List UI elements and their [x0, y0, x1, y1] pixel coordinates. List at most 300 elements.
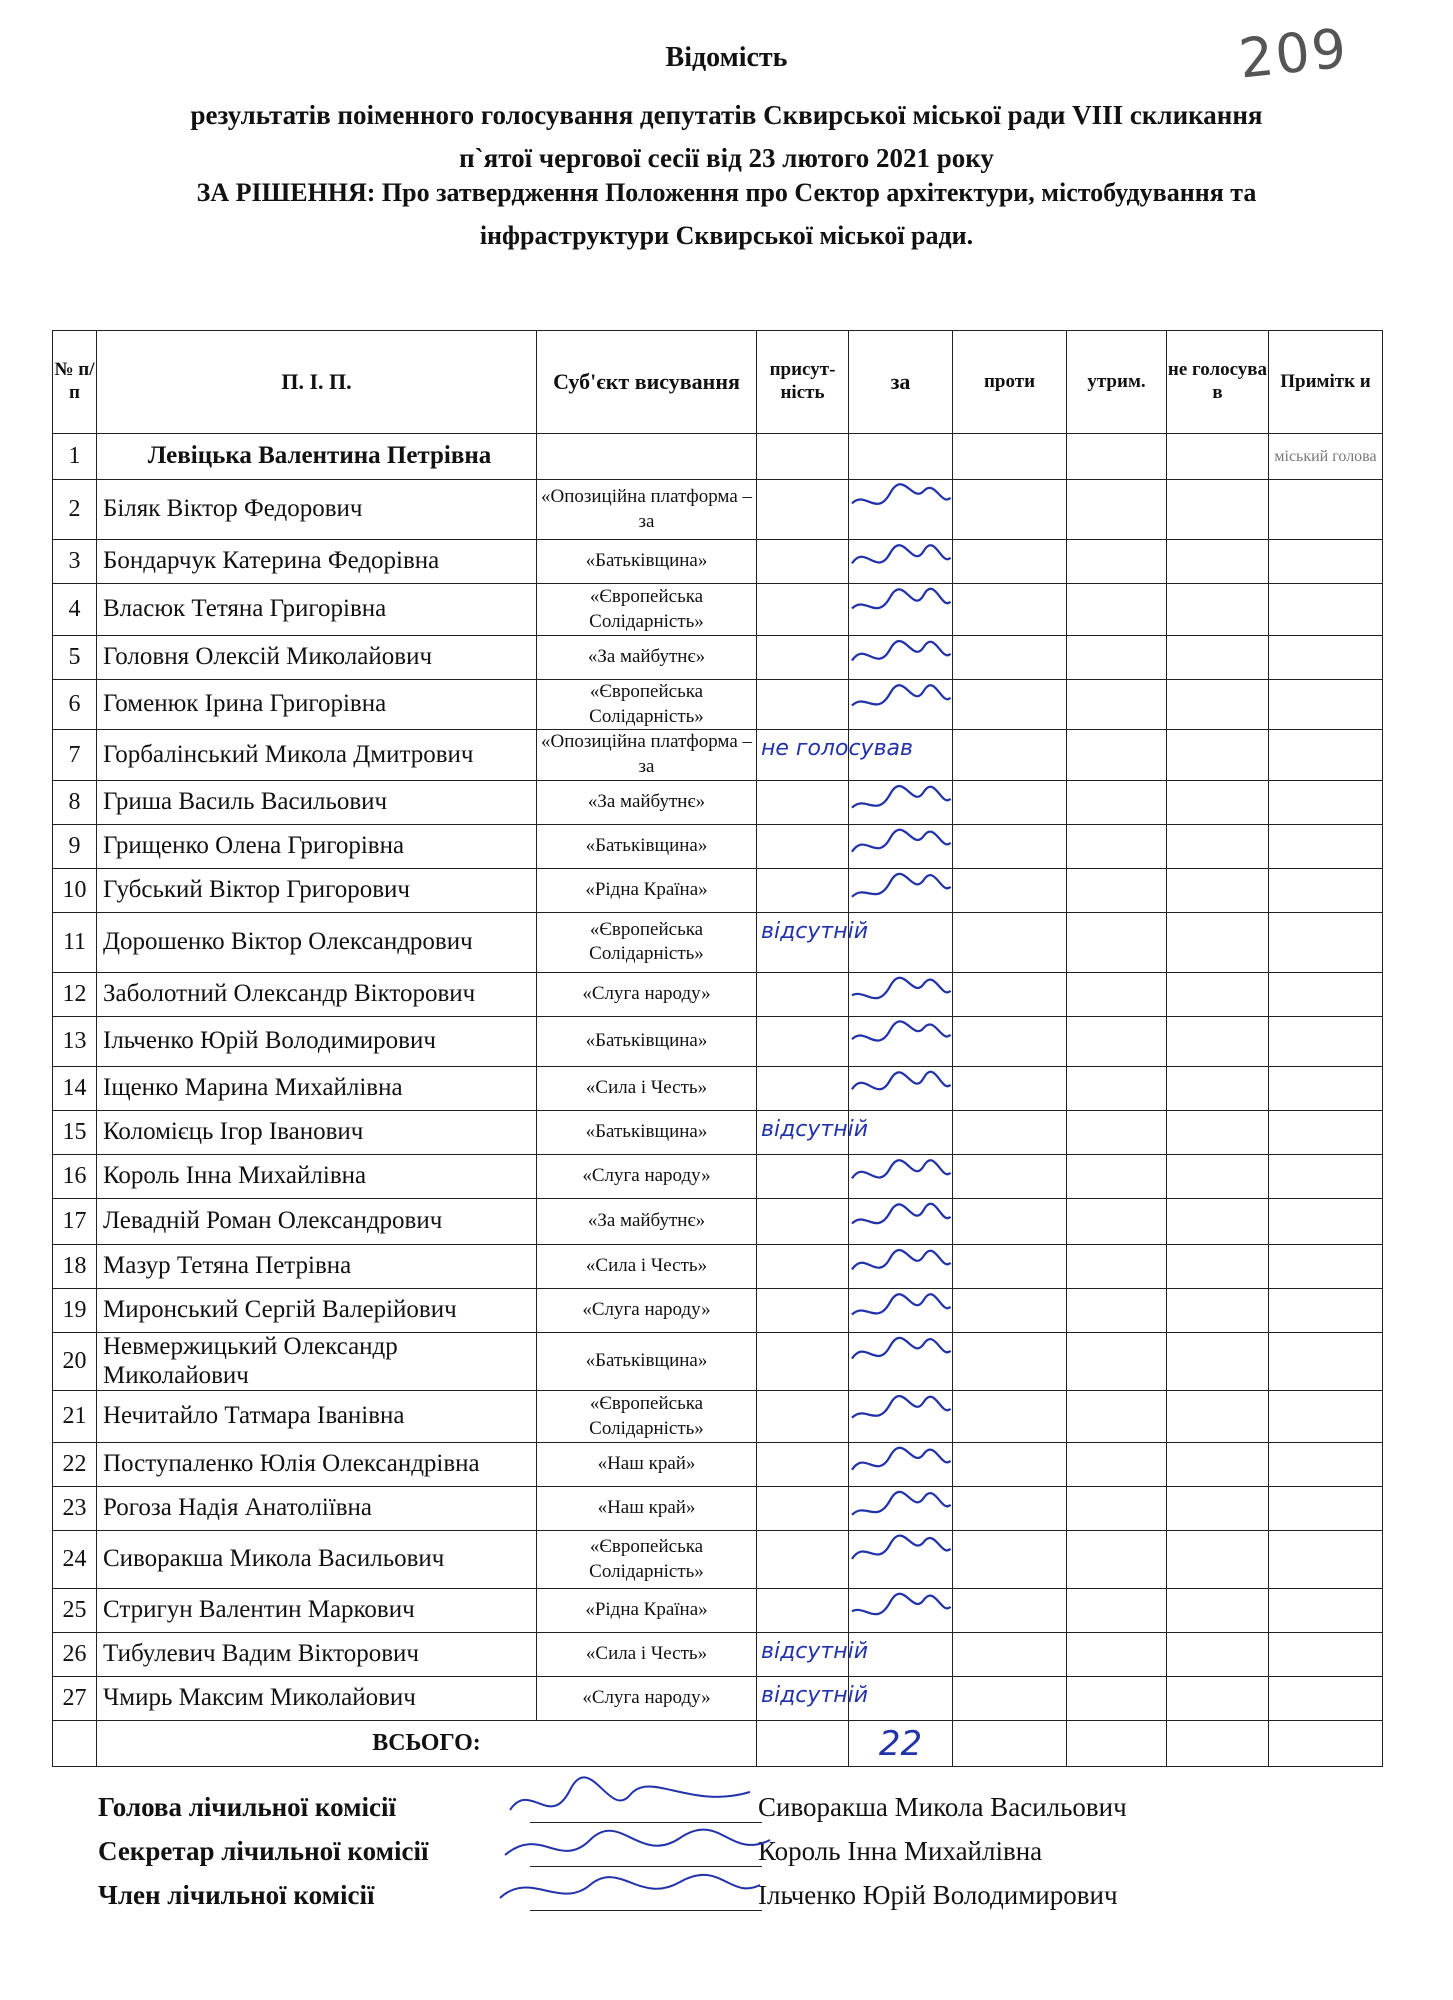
against-cell: [953, 1589, 1067, 1633]
signature-scribble: [843, 865, 955, 913]
against-cell: [953, 1443, 1067, 1487]
notes-cell: [1269, 540, 1383, 584]
deputy-party: «Опозиційна платформа – за: [537, 480, 757, 540]
signature-scribble: [843, 1483, 955, 1531]
present-cell: [757, 1288, 849, 1332]
deputy-name: Заболотний Олександр Вікторович: [97, 972, 537, 1016]
notes-cell: [1269, 1016, 1383, 1066]
row-number: 6: [53, 680, 97, 730]
abstain-cell: [1067, 1633, 1167, 1677]
against-cell: [953, 1244, 1067, 1288]
table-row: [53, 780, 1383, 824]
present-cell: [757, 912, 869, 972]
row-number: 22: [53, 1443, 97, 1487]
page-number: 209: [1235, 16, 1351, 91]
row-number: 13: [53, 1016, 97, 1066]
against-cell: [953, 1154, 1067, 1198]
deputy-name: Бондарчук Катерина Федорівна: [97, 540, 537, 584]
document-subtitle: результатів поіменного голосування депутатів Сквирської міської ради VIII скликання: [190, 100, 1263, 130]
deputy-party: «Батьківщина»: [537, 1332, 757, 1391]
present-cell: [757, 1198, 849, 1244]
deputy-name: Іщенко Марина Михайлівна: [97, 1066, 537, 1110]
col-present-header: присут-ність: [757, 331, 849, 434]
row-number: 3: [53, 540, 97, 584]
deputy-party: «Батьківщина»: [537, 1110, 757, 1154]
col-abstain-header: утрим.: [1067, 331, 1167, 434]
handwritten-mark: відсутній: [761, 1116, 869, 1142]
deputy-name: Сиворакша Микола Васильович: [97, 1531, 537, 1589]
document-title: Відомість: [665, 42, 788, 73]
deputy-party: «Рідна Країна»: [537, 868, 757, 912]
table-row: [53, 1110, 1383, 1154]
not-voted-cell: [1167, 1487, 1269, 1531]
abstain-cell: [1067, 912, 1167, 972]
for-cell: [849, 680, 953, 730]
deputy-name: Стригун Валентин Маркович: [97, 1589, 537, 1633]
deputy-name: Губський Віктор Григорович: [97, 868, 537, 912]
deputy-party: «Сила і Честь»: [537, 1244, 757, 1288]
col-against-header: проти: [953, 331, 1067, 434]
for-cell: [849, 1198, 953, 1244]
not-voted-cell: [1167, 1391, 1269, 1443]
abstain-cell: [1067, 1443, 1167, 1487]
not-voted-cell: [1167, 636, 1269, 680]
row-number: 16: [53, 1154, 97, 1198]
present-cell: [757, 1154, 849, 1198]
against-cell: [953, 480, 1067, 540]
abstain-cell: [1067, 434, 1167, 480]
abstain-cell: [1067, 1391, 1167, 1443]
table-row: [53, 1391, 1383, 1443]
for-cell: [849, 540, 953, 584]
not-voted-cell: [1167, 730, 1269, 780]
not-voted-cell: [1167, 1154, 1269, 1198]
handwritten-mark: відсутній: [761, 1683, 869, 1709]
not-voted-cell: [1167, 1633, 1269, 1677]
present-cell: [757, 584, 849, 636]
table-row: [53, 1066, 1383, 1110]
col-name-header: П. І. П.: [97, 331, 537, 434]
present-cell: [757, 1016, 849, 1066]
notes-cell: [1269, 1443, 1383, 1487]
deputy-name: Левіцька Валентина Петрівна: [97, 434, 537, 480]
deputy-name: Тибулевич Вадим Вікторович: [97, 1633, 537, 1677]
table-row: [53, 636, 1383, 680]
deputy-party: «Європейська Солідарність»: [537, 1531, 757, 1589]
for-cell: [849, 1391, 953, 1443]
table-row: [53, 680, 1383, 730]
signature-scribble: [843, 1195, 955, 1243]
table-row: [53, 584, 1383, 636]
abstain-cell: [1067, 1487, 1167, 1531]
signature-scribble: [843, 1329, 955, 1377]
notes-cell: [1269, 1391, 1383, 1443]
deputy-party: «Сила і Честь»: [537, 1066, 757, 1110]
notes-cell: [1269, 680, 1383, 730]
col-num-header: № п/п: [53, 331, 97, 434]
against-cell: [953, 1332, 1067, 1391]
secretary-name: Король Інна Михайлівна: [758, 1836, 1043, 1866]
row-number: 9: [53, 824, 97, 868]
for-cell: [849, 434, 953, 480]
abstain-cell: [1067, 730, 1167, 780]
table-row: [53, 1487, 1383, 1531]
decision-line-2: інфраструктури Сквирської міської ради.: [479, 221, 974, 250]
deputy-party: «Наш край»: [537, 1487, 757, 1531]
against-cell: [953, 868, 1067, 912]
decision-line: ЗА РІШЕННЯ: Про затвердження Положення про Сектор архітектури, містобудування та: [196, 178, 1257, 207]
abstain-cell: [1067, 1066, 1167, 1110]
row-number: 19: [53, 1288, 97, 1332]
table-row: [53, 1589, 1383, 1633]
table-row: [53, 868, 1383, 912]
abstain-cell: [1067, 1110, 1167, 1154]
row-number: 11: [53, 912, 97, 972]
secretary-label: Секретар лічильної комісії: [98, 1836, 429, 1866]
for-cell: [849, 1016, 953, 1066]
row-number: 23: [53, 1487, 97, 1531]
signature-scribble: [843, 1013, 955, 1061]
notes-cell: [1269, 584, 1383, 636]
against-cell: [953, 824, 1067, 868]
col-notes-header: Примітк и: [1269, 331, 1383, 434]
for-cell: [849, 1487, 953, 1531]
not-voted-cell: [1167, 1016, 1269, 1066]
table-row: [53, 824, 1383, 868]
abstain-cell: [1067, 780, 1167, 824]
deputy-name: Нечитайло Татмара Іванівна: [97, 1391, 537, 1443]
signature-scribble: [843, 1151, 955, 1199]
deputy-name: Власюк Тетяна Григорівна: [97, 584, 537, 636]
table-row: [53, 1244, 1383, 1288]
notes-cell: [1269, 1589, 1383, 1633]
deputy-name: Гоменюк Ірина Григорівна: [97, 680, 537, 730]
total-for: 22: [849, 1721, 953, 1767]
deputy-name: Гриша Василь Васильович: [97, 780, 537, 824]
not-voted-cell: [1167, 1110, 1269, 1154]
notes-cell: [1269, 1332, 1383, 1391]
deputy-party: «Європейська Солідарність»: [537, 680, 757, 730]
signature-scribble: [843, 1063, 955, 1111]
not-voted-cell: [1167, 1677, 1269, 1721]
col-for-header: за: [849, 331, 953, 434]
for-cell: [849, 824, 953, 868]
signature-scribble: [843, 580, 955, 628]
row-number: 17: [53, 1198, 97, 1244]
notes-cell: [1269, 1487, 1383, 1531]
abstain-cell: [1067, 1589, 1167, 1633]
present-cell: [757, 1066, 849, 1110]
deputy-party: «Батьківщина»: [537, 1016, 757, 1066]
table-row: [53, 912, 1383, 972]
signature-scribble: [843, 1241, 955, 1289]
for-cell: [849, 1244, 953, 1288]
for-cell: [849, 1066, 953, 1110]
for-cell: [849, 868, 953, 912]
notes-cell: [1269, 868, 1383, 912]
deputy-name: Горбалінський Микола Дмитрович: [97, 730, 537, 780]
table-row: [53, 1198, 1383, 1244]
abstain-cell: [1067, 1198, 1167, 1244]
total-row: [53, 1721, 1383, 1767]
not-voted-cell: [1167, 824, 1269, 868]
present-cell: [757, 824, 849, 868]
not-voted-cell: [1167, 540, 1269, 584]
present-cell: [757, 1531, 849, 1589]
row-number: 2: [53, 480, 97, 540]
notes-cell: [1269, 1288, 1383, 1332]
abstain-cell: [1067, 1016, 1167, 1066]
against-cell: [953, 1198, 1067, 1244]
present-cell: [757, 434, 849, 480]
against-cell: [953, 730, 1067, 780]
present-cell: [757, 1391, 849, 1443]
not-voted-cell: [1167, 780, 1269, 824]
for-cell: [849, 1288, 953, 1332]
notes-cell: [1269, 1244, 1383, 1288]
deputy-name: Невмержицький Олександр Миколайович: [97, 1332, 537, 1391]
deputy-name: Левадній Роман Олександрович: [97, 1198, 537, 1244]
signature-scribble: [843, 777, 955, 825]
not-voted-cell: [1167, 912, 1269, 972]
notes-cell: [1269, 972, 1383, 1016]
row-number: 14: [53, 1066, 97, 1110]
deputy-name: Коломієць Ігор Іванович: [97, 1110, 537, 1154]
abstain-cell: [1067, 540, 1167, 584]
table-row: [53, 1332, 1383, 1391]
deputy-party: «Рідна Країна»: [537, 1589, 757, 1633]
abstain-cell: [1067, 1244, 1167, 1288]
not-voted-cell: [1167, 1589, 1269, 1633]
for-cell: [849, 480, 953, 540]
row-number: 4: [53, 584, 97, 636]
voting-table: [52, 330, 1383, 1767]
handwritten-mark: відсутній: [761, 918, 869, 944]
notes-cell: [1269, 780, 1383, 824]
total-label: ВСЬОГО:: [97, 1721, 757, 1767]
table-row: [53, 1531, 1383, 1589]
for-cell: [849, 1443, 953, 1487]
signature-scribble: [843, 1387, 955, 1435]
row-number: 8: [53, 780, 97, 824]
deputy-name: Ільченко Юрій Володимирович: [97, 1016, 537, 1066]
present-cell: [757, 1487, 849, 1531]
notes-cell: [1269, 1066, 1383, 1110]
not-voted-cell: [1167, 1244, 1269, 1288]
present-cell: [757, 868, 849, 912]
against-cell: [953, 1531, 1067, 1589]
present-cell: [757, 730, 913, 780]
deputy-name: Біляк Віктор Федорович: [97, 480, 537, 540]
row-number: 25: [53, 1589, 97, 1633]
deputy-name: Король Інна Михайлівна: [97, 1154, 537, 1198]
abstain-cell: [1067, 584, 1167, 636]
against-cell: [953, 540, 1067, 584]
present-cell: [757, 1589, 849, 1633]
row-number: 27: [53, 1677, 97, 1721]
not-voted-cell: [1167, 480, 1269, 540]
signature-scribble: [843, 1527, 955, 1575]
member-label: Член лічильної комісії: [98, 1880, 375, 1910]
row-number: 24: [53, 1531, 97, 1589]
for-cell: [849, 584, 953, 636]
present-cell: [757, 1677, 869, 1721]
against-cell: [953, 912, 1067, 972]
signature-scribble: [843, 476, 955, 524]
notes-cell: [1269, 912, 1383, 972]
against-cell: [953, 1633, 1067, 1677]
against-cell: [953, 1016, 1067, 1066]
commission-signatures: [490, 1770, 790, 1920]
present-cell: [757, 1633, 869, 1677]
not-voted-cell: [1167, 1288, 1269, 1332]
present-cell: [757, 1244, 849, 1288]
table-row: [53, 1154, 1383, 1198]
present-cell: [757, 1110, 869, 1154]
deputy-party: «За майбутнє»: [537, 1198, 757, 1244]
deputy-party: «Наш край»: [537, 1443, 757, 1487]
row-number: 7: [53, 730, 97, 780]
not-voted-cell: [1167, 972, 1269, 1016]
present-cell: [757, 480, 849, 540]
table-row: [53, 540, 1383, 584]
deputy-party: «Слуга народу»: [537, 1288, 757, 1332]
row-number: 15: [53, 1110, 97, 1154]
row-number: 18: [53, 1244, 97, 1288]
against-cell: [953, 1487, 1067, 1531]
against-cell: [953, 972, 1067, 1016]
deputy-party: «Слуга народу»: [537, 972, 757, 1016]
for-cell: [849, 1332, 953, 1391]
not-voted-cell: [1167, 680, 1269, 730]
abstain-cell: [1067, 1154, 1167, 1198]
table-header-row: [53, 331, 1383, 434]
deputy-party: «За майбутнє»: [537, 780, 757, 824]
against-cell: [953, 434, 1067, 480]
table-row: [53, 972, 1383, 1016]
signature-scribble: [843, 676, 955, 724]
row-number: 12: [53, 972, 97, 1016]
abstain-cell: [1067, 824, 1167, 868]
deputy-party: «Батьківщина»: [537, 540, 757, 584]
for-cell: [849, 780, 953, 824]
table-row: [53, 730, 1383, 780]
present-cell: [757, 780, 849, 824]
against-cell: [953, 1066, 1067, 1110]
notes-cell: [1269, 1531, 1383, 1589]
signature-scribble: [843, 1585, 955, 1633]
for-cell: [849, 636, 953, 680]
against-cell: [953, 1391, 1067, 1443]
chair-label: Голова лічильної комісії: [98, 1792, 396, 1822]
notes-cell: [1269, 1633, 1383, 1677]
deputy-party: «Європейська Солідарність»: [537, 912, 757, 972]
row-number: 26: [53, 1633, 97, 1677]
against-cell: [953, 780, 1067, 824]
col-not-voted-header: не голосува в: [1167, 331, 1269, 434]
abstain-cell: [1067, 868, 1167, 912]
table-row: [53, 1016, 1383, 1066]
not-voted-cell: [1167, 1443, 1269, 1487]
notes-cell: [1269, 1154, 1383, 1198]
signature-scribble: [843, 1439, 955, 1487]
present-cell: [757, 540, 849, 584]
table-row: [53, 1633, 1383, 1677]
present-cell: [757, 1443, 849, 1487]
deputy-party: «Слуга народу»: [537, 1154, 757, 1198]
table-row: [53, 1443, 1383, 1487]
member-name: Ільченко Юрій Володимирович: [758, 1880, 1118, 1910]
abstain-cell: [1067, 636, 1167, 680]
signature-scribble: [843, 969, 955, 1017]
table-row: [53, 434, 1383, 480]
for-cell: [849, 1589, 953, 1633]
signature-scribble: [843, 632, 955, 680]
col-party-header: Суб'єкт висування: [537, 331, 757, 434]
against-cell: [953, 1110, 1067, 1154]
abstain-cell: [1067, 1332, 1167, 1391]
deputy-name: Миронський Сергій Валерійович: [97, 1288, 537, 1332]
table-row: [53, 1677, 1383, 1721]
deputy-party: [537, 434, 757, 480]
signature-scribble: [843, 536, 955, 584]
deputy-name: Мазур Тетяна Петрівна: [97, 1244, 537, 1288]
abstain-cell: [1067, 1531, 1167, 1589]
handwritten-mark: не голосував: [761, 736, 913, 762]
signature-scribble: [843, 1285, 955, 1333]
abstain-cell: [1067, 480, 1167, 540]
notes-cell: [1269, 730, 1383, 780]
deputy-party: «Опозиційна платформа – за: [537, 730, 757, 780]
chair-name: Сиворакша Микола Васильович: [758, 1792, 1127, 1822]
abstain-cell: [1067, 680, 1167, 730]
for-cell: [849, 1531, 953, 1589]
row-number: 20: [53, 1332, 97, 1391]
notes-cell: [1269, 1110, 1383, 1154]
deputy-party: «Сила і Честь»: [537, 1633, 757, 1677]
not-voted-cell: [1167, 1332, 1269, 1391]
deputy-name: Чмирь Максим Миколайович: [97, 1677, 537, 1721]
deputy-party: «За майбутнє»: [537, 636, 757, 680]
deputy-name: Поступаленко Юлія Олександрівна: [97, 1443, 537, 1487]
row-number: 5: [53, 636, 97, 680]
present-cell: [757, 972, 849, 1016]
abstain-cell: [1067, 972, 1167, 1016]
notes-cell: [1269, 1198, 1383, 1244]
notes-cell: [1269, 636, 1383, 680]
not-voted-cell: [1167, 434, 1269, 480]
against-cell: [953, 1288, 1067, 1332]
present-cell: [757, 680, 849, 730]
for-cell: [849, 972, 953, 1016]
present-cell: [757, 636, 849, 680]
not-voted-cell: [1167, 1066, 1269, 1110]
deputy-party: «Європейська Солідарність»: [537, 1391, 757, 1443]
table-row: [53, 1288, 1383, 1332]
not-voted-cell: [1167, 868, 1269, 912]
deputy-name: Дорошенко Віктор Олександрович: [97, 912, 537, 972]
handwritten-mark: відсутній: [761, 1639, 869, 1665]
notes-cell: [1269, 824, 1383, 868]
against-cell: [953, 680, 1067, 730]
notes-cell: [1269, 1677, 1383, 1721]
against-cell: [953, 584, 1067, 636]
signature-scribble: [843, 821, 955, 869]
deputy-party: «Європейська Солідарність»: [537, 584, 757, 636]
against-cell: [953, 1677, 1067, 1721]
not-voted-cell: [1167, 1531, 1269, 1589]
abstain-cell: [1067, 1288, 1167, 1332]
